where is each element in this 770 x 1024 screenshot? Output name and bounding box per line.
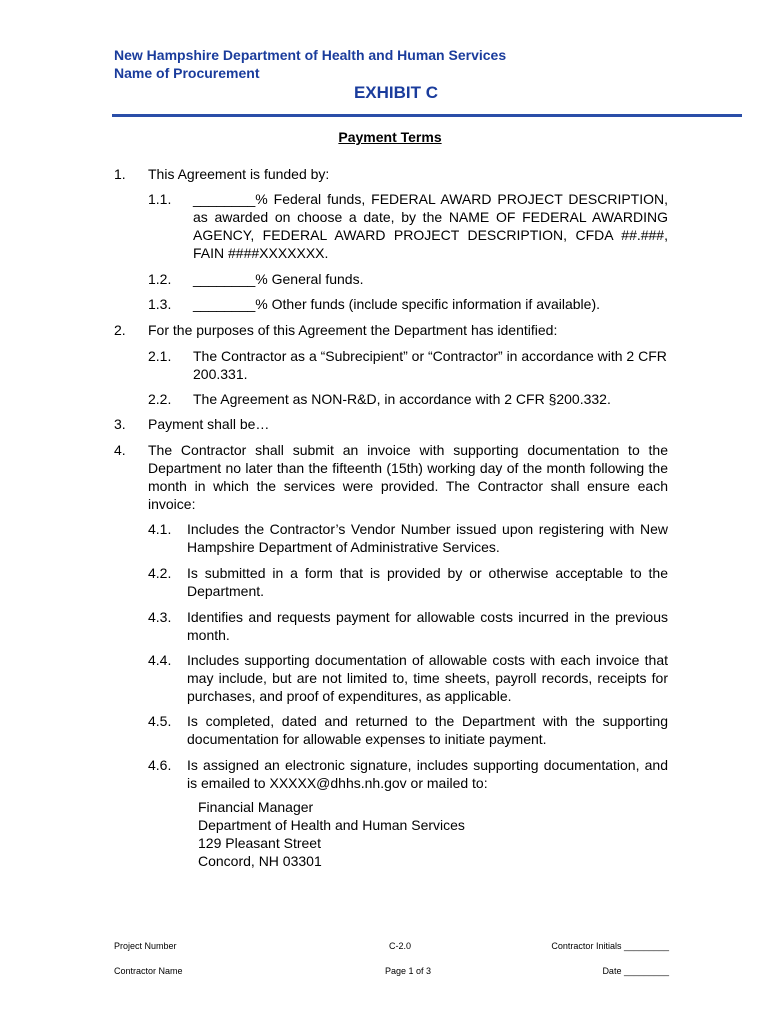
item-number: 1.1. (148, 191, 172, 207)
item-text: The Contractor shall submit an invoice with supporting documentation to the Department no later than the fifteenth (15th) working day of the month following the month in which the services were provided. The Contractor shall ensure each invoice: (148, 442, 668, 512)
exhibit-label: EXHIBIT C (353, 83, 439, 102)
item-text: Includes supporting documentation of allowable costs with each invoice that may include, but are not limited to, time sheets, payroll records, receipts for purchases, and proof of expenditures, as applicable. (187, 652, 668, 704)
item-text: This Agreement is funded by: (148, 166, 330, 182)
item-text: For the purposes of this Agreement the Department has identified: (148, 322, 558, 338)
footer-date: Date _________ (602, 966, 669, 976)
address-line: Concord, NH 03301 (198, 853, 322, 869)
item-text: ________% General funds. (193, 271, 364, 287)
item-number: 3. (114, 416, 126, 432)
address-line: Financial Manager (198, 799, 314, 815)
procurement-name: Name of Procurement (114, 65, 260, 81)
item-text: Is assigned an electronic signature, includes supporting documentation, and is emailed to XXXXX@dhhs.nh.gov or mailed to: (187, 757, 668, 791)
item-number: 2. (114, 322, 126, 338)
mailing-address (198, 798, 465, 870)
item-number: 4.3. (148, 609, 172, 625)
footer-contractor-initials: Contractor Initials _________ (551, 941, 669, 951)
document-header (114, 46, 506, 82)
item-text: Payment shall be… (148, 416, 270, 432)
address-line: 129 Pleasant Street (198, 835, 321, 851)
item-number: 4.4. (148, 652, 172, 668)
item-number: 1. (114, 166, 126, 182)
item-text: Identifies and requests payment for allowable costs incurred in the previous month. (187, 609, 668, 643)
item-number: 4.2. (148, 565, 172, 581)
item-text: ________% Other funds (include specific information if available). (193, 296, 601, 312)
item-number: 2.2. (148, 391, 172, 407)
item-number: 2.1. (148, 348, 172, 364)
agency-name: New Hampshire Department of Health and Human Services (114, 47, 507, 63)
item-text: Is submitted in a form that is provided by or otherwise acceptable to the Department. (187, 565, 668, 599)
item-number: 1.2. (148, 271, 172, 287)
item-text: The Contractor as a “Subrecipient” or “Contractor” in accordance with 2 CFR 200.331. (193, 348, 667, 382)
item-number: 4. (114, 442, 126, 458)
footer-exhibit-code: C-2.0 (388, 941, 411, 951)
item-text: ________% Federal funds, FEDERAL AWARD PROJECT DESCRIPTION, as awarded on choose a date, by the NAME OF FEDERAL AWARDING AGENCY, FEDERAL AWARD PROJECT DESCRIPTION, CFDA ##.###, FAIN ####XXXXXXX. (193, 191, 668, 261)
item-number: 4.6. (148, 757, 172, 773)
footer-project-number: Project Number (114, 941, 177, 951)
footer-contractor-name: Contractor Name (114, 966, 183, 976)
item-number: 4.5. (148, 713, 172, 729)
header-rule (112, 114, 742, 117)
item-text: Includes the Contractor’s Vendor Number issued upon registering with New Hampshire Department of Administrative Services. (187, 521, 668, 555)
item-number: 1.3. (148, 296, 172, 312)
address-line: Department of Health and Human Services (198, 817, 465, 833)
item-text: The Agreement as NON-R&D, in accordance with 2 CFR §200.332. (193, 391, 611, 407)
item-number: 4.1. (148, 521, 172, 537)
section-subtitle: Payment Terms (338, 129, 442, 145)
item-text: Is completed, dated and returned to the Department with the supporting documentation for allowable expenses to initiate payment. (187, 713, 668, 747)
footer-page-number: Page 1 of 3 (384, 966, 432, 976)
exhibit-title (0, 83, 770, 103)
